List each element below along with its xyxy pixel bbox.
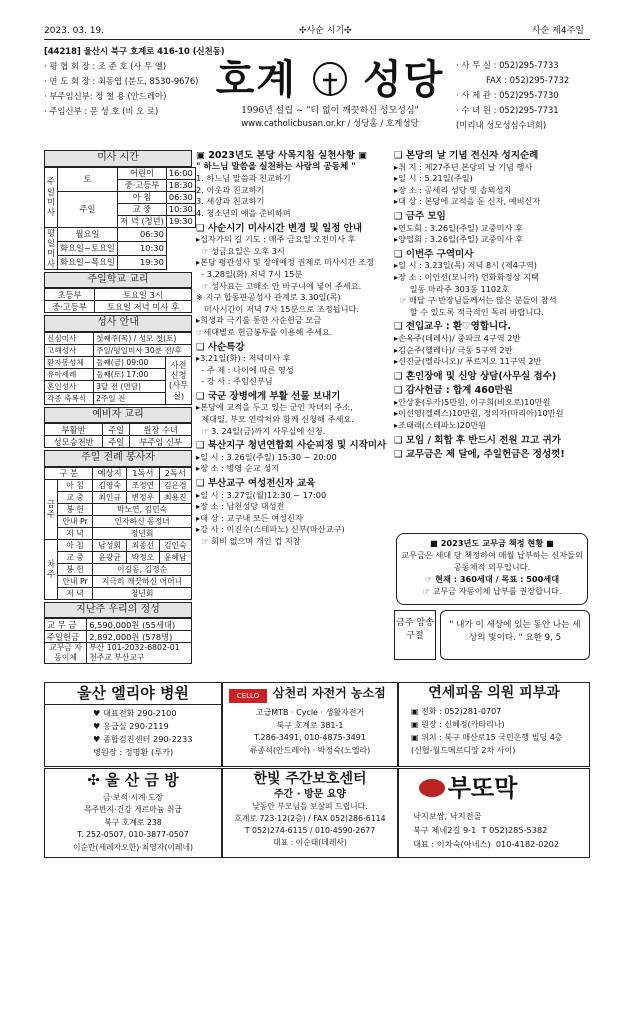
finance-cell: 주일헌금 [45,631,87,643]
finance-title: 지난주 우리의 정성 [44,602,192,619]
power-off-notice: ❑ 모임 / 회합 후 반드시 전원 끄고 귀가 [394,434,561,446]
newcomers-heading: ❑ 전입교우 : 환♡영합니다. [394,321,511,333]
catechism-table [44,423,192,448]
pilgrimage-item: ▸대 상 : 본당에 교적을 둔 신자, 예비신자 [394,196,541,207]
servers-cell: 김영숙 [93,479,127,491]
servers-cell: 최용진 [159,491,191,503]
servers-cell: 안내 Pr [58,515,93,527]
sacrament-cell: 주일/평일미사 30분 전/후 [94,344,192,356]
servers-row [45,563,192,575]
ad6-line: 대표 : 이차숙(아네스) 010-4182-0202 [413,839,560,849]
catechism-title: 예비자 교리 [44,407,192,424]
catechism-cell: 원장 수녀 [130,424,192,436]
ad5-line: 호계로 723-12(2층) / FAX 052)286-6114 [234,814,386,823]
newcomer-item: ▸신진균(멜라니오)/ 푸르지오 11구역 2반 [394,356,542,367]
servers-cell: 봉 헌 [58,503,93,515]
servers-group-label: 금주 [45,479,58,539]
weekly-verse [394,610,590,660]
ad6-line: 낙지보쌈, 낙지전골 [413,811,482,821]
servers-title: 주일 전례 봉사자 [44,450,192,467]
dues-box-current: ☞ 현재 : 360세대 / 목표 : 500세대 [424,574,560,584]
dues-box-title: ■ 2023년도 교무금 책정 현황 ■ [430,538,554,548]
meetings-list [394,223,590,246]
mass-cell: 주일 [58,191,118,227]
district-mass-item: ☞ 매달 구·반장님들께서는 많은 분들이 참석 [394,295,557,306]
guideline-item: 2. 이웃과 친교하기 [196,184,265,195]
account-label: 교무금 자동이체 [45,643,87,663]
district-mass-item: ▸일 시 : 3.23일(목) 저녁 8시 (제4구역) [394,260,538,271]
thanks-offering-heading: ❑ 감사헌금 : 합계 460만원 [394,385,513,397]
newcomers-list [394,333,590,368]
dues-box-auto: ☞ 교무금 자동이체 납부를 권장합니다. [422,586,562,596]
sacrament-cell: 2주일 전 [94,392,166,404]
school-cell: 중·고등부 [45,301,95,313]
lent-schedule-item: ▸희생과 극기를 통한 사순헌금 모금 [196,315,322,326]
servers-row [45,539,192,551]
ad1-line: ♥ 대표전화 290-2100 [93,707,177,718]
mass-row [45,167,196,179]
verse-text: " 내가 이 세상에 있는 동안 나는 세상의 빛이다. " 요한 9, 5 [440,610,590,660]
finance-cell: 6,590,000원 (55세대) [87,619,192,631]
left-column [44,150,192,664]
fax: FAX : 052)295-7732 [486,75,570,85]
school-row [45,301,192,313]
ad4-line: 금·보석·시계·도장 [102,792,164,802]
servers-cell: 윤혜남 [159,551,191,563]
ad5-title: 한빛 주간보호센터 [253,771,367,787]
ad4-line: 목주반지·건강 게르마늄 취급 [84,805,182,815]
ad2-lines [223,707,397,757]
week-label: 사순 제4주일 [531,26,584,36]
thanks-offering-list [394,397,590,432]
catechism-cell: 주일 [103,424,130,436]
soldier-gift-item: ☞ 3. 24일(금)까지 사무실에 신청. [196,425,326,436]
mass-row [45,191,196,203]
council-president: · 평 협 회 장 : 조 준 호 (사 무 엘) [44,61,167,71]
servers-row [45,479,192,491]
ad2-title: 삼천리 자전거 농소점 [273,686,386,700]
thanks-offering-item: ▸이선영(젤렉스)10만원, 정의자(마리아)10만원 [394,408,564,419]
pastor: · 주임신부 : 문 성 호 (비 오 로) [44,106,159,116]
meeting-item: ▸양업회 : 3.26일(주일) 교중미사 후 [394,234,523,245]
women-education-item: ▸일 시 : 3.27일(월)12:30 ~ 17:00 [196,489,327,500]
women-education-item: ☞ 회비 없으며 개인 컵 지참 [196,536,301,546]
district-mass-item: 할 수 있도록 적극적인 독려 바랍니다. [394,306,544,317]
ad1-title: 울산 엘리야 병원 [45,683,221,705]
mass-cell: 월요일 [58,227,118,241]
guideline-item: 4. 청소년의 얘을 준비하며 [196,207,291,218]
servers-table [44,467,192,600]
newcomer-item: ▸손옥주(데레사)/ 중파크 4구역 2반 [394,332,521,343]
mass-cell: 화요일~목요일 [58,255,118,269]
guideline-heading: ▣ 2023년도 본당 사목지침 실천사항 ▣ [196,150,368,161]
pilgrimage-list [394,162,590,208]
mass-times-table [44,167,196,270]
school-table [44,288,192,313]
catechism-row [45,424,192,436]
guideline-item: 1. 하느님 말씀과 친교하기 [196,173,291,184]
catechism-cell: 부주임 신부 [130,436,192,448]
account-number: 부산 101-2032-6802-01 천주교 부산교구 [87,643,192,663]
sacrament-cell: 둘째(금) 09:00 [94,356,166,368]
youth-retreat-list [196,452,390,475]
servers-cell: 청년회 [93,587,192,599]
district-mass-list [394,260,590,318]
counseling-heading: ❑ 혼인장애 및 신앙 상담(사무실 접수) [394,370,557,382]
season-title: ✣사순 시기✣ [299,26,352,36]
sacrament-row [45,332,192,344]
mass-row [45,227,196,241]
school-cell: 토요일 저녁 미사 후 [94,301,191,313]
ad3-line: ▣ 위치 : 북구 매산로15 국민은행 빌딩 4층 [411,732,563,742]
servers-row [45,515,192,527]
ad4-title: ✣ 울 산 금 방 [87,771,179,789]
servers-cell: 교 중 [58,491,93,503]
servers-cell: 봉 헌 [58,563,93,575]
dues-box-text: 교무금은 세대 당 책정하여 매월 납부하는 신자들의 공동체적 의무입니다. [401,550,583,572]
mass-cell: 저 녁 (청년) [118,215,167,227]
masthead [208,58,452,130]
header-bar [44,26,584,38]
parish-info-right [456,58,596,133]
servers-cell: 저 녁 [58,527,93,539]
sacrament-cell: 고해성사 [45,344,94,356]
servers-cell: 변정우 [127,491,159,503]
servers-cell: 최인규 [93,491,127,503]
mass-cell: 10:30 [166,203,195,215]
mass-times-title: 미사 시간 [44,150,192,167]
servers-cell: 최종선 [127,539,159,551]
district-mass-item: ▸장 소 : 이인선(모니카) 언화화정상 지택 [394,271,539,282]
title-left: 호계 [215,56,298,103]
pilgrimage-item: ▸취 지 : 제27주년 본당의 날 기념 행사 [394,161,533,172]
finance-cell: 2,892,000원 (578명) [87,631,192,643]
thanks-offering-item: ▸안상훈(루카)5만원, 이구희(비오로)10만원 [394,396,551,407]
dues-notice: ❑ 교무금은 제 달에, 주일헌금은 정성껏! [394,449,565,461]
mass-cell: 06:30 [118,227,167,241]
women-education-item: ▸강 사 : 이진수(스테파노) 신부(마산교구) [196,524,345,535]
sacrament-cell: 신심미사 [45,332,94,344]
thanks-offering-item: ▸조태래(스테파노)20만원 [394,420,487,431]
sacrament-cell: 환자봉성체 [45,356,94,368]
women-education-item: ▸대 상 : 교구내 모든 여성신자 [196,512,303,523]
sacrament-cell: 유아세례 [45,368,94,380]
lent-schedule-heading: ❑ 사순시기 미사시간 변경 및 일정 안내 [196,222,363,234]
ad5-lines [223,801,397,849]
servers-head [45,467,192,479]
sacrament-cell: 각종 축복식 [45,392,94,404]
school-title: 주일학교 교리 [44,272,192,289]
ad2-line: 고급MTB · Cycle · 생활자전거 [255,708,365,717]
convent-phone: · 수 녀 원 : 052)295-7731 [456,105,559,115]
mass-row [45,241,196,255]
lent-schedule-item: ☞세대별로 헌금봉투를 이용해 주세요. [196,326,333,337]
district-mass-heading: ❑ 이번주 구역미사 [394,248,474,260]
servers-cell: 이길동, 김정순 [93,563,192,575]
guideline-item: 3. 세상과 친교하기 [196,196,265,207]
ad3-lines [399,705,589,757]
school-cell: 토요일 3시 [94,289,191,301]
servers-cell: 김은경 [159,479,191,491]
rectory-phone: · 사 제 관 : 052)295-7730 [456,90,559,100]
servers-cell: 안내 Pr [58,575,93,587]
mass-cell: 중·고등부 [118,179,167,191]
pilgrimage-heading: ❑ 본당의 날 기념 전신자 성지순례 [394,150,539,161]
servers-cell: 저 녁 [58,587,93,599]
sacrament-row [45,356,192,368]
ad6-title: 부또막 [447,774,518,802]
address: [44218] 울산시 북구 호계로 416-10 (신천동) [44,46,225,56]
servers-row [45,575,192,587]
ad5-subtitle: 주간 · 방문 요양 [273,788,347,800]
ad-yonsei-clinic [398,682,590,767]
right-news-column [394,150,590,530]
mass-cell: 토 [58,167,118,191]
meetings-heading: ❑ 금주 모임 [394,210,446,222]
verse-label: 금주 암송 구절 [394,610,436,660]
pilgrimage-item: ▸일 시 : 5.21일(주일) [394,173,473,184]
ad-samchully-bicycle [222,682,398,767]
ad-elijah-hospital [44,682,222,767]
finance-cell: 교 무 금 [45,619,87,631]
mass-cell: 화요일~토요일 [58,241,118,255]
youth-retreat-item: ▸장 소 : 병영 순교 성지 [196,463,280,474]
sacrament-cell: 둘째(토) 17:00 [94,368,166,380]
parish-logo-icon [313,62,347,96]
mass-cell: 19:30 [118,255,167,269]
youth-retreat-heading: ❑ 북산지구 청년연합회 사순피정 및 시작미사 [196,440,387,452]
assistant-priest: · 부주임신부: 정 철 용 (안드레아) [44,91,167,101]
ad6-line: 북구 제네2길 9-1 T 052)285-5382 [413,825,548,835]
ad1-line: ♥ 종합검진센터 290-2233 [93,733,193,744]
ad5-line: 낮동안 부모님을 보살펴 드립니다. [252,802,368,811]
lent-schedule-item: ▸십자가의 길 기도 : 매주 금요일 오전미사 후 [196,234,356,245]
mass-row [45,255,196,269]
servers-row [45,503,192,515]
servers-cell: 윤광균 [93,551,127,563]
finance-table [44,618,192,663]
servers-row [45,587,192,599]
servers-row [45,527,192,539]
ad5-line: 대표 : 이순태(데레사) [273,838,347,847]
lent-lecture-item: - 주 제 : 나이에 따른 영성 [196,364,294,375]
lent-schedule-item: ☞ 성금요일은 오후 3시 [196,245,285,256]
ad1-line: 병원장 : 정명환 (루카) [93,746,174,757]
office-phone: · 사 무 실 : 052)295-7733 [456,60,559,70]
lent-lecture-heading: ❑ 사순특강 [196,341,245,353]
mass-cell: 16:00 [166,167,195,179]
issue-date: 2023. 03. 19. [44,26,105,36]
ad6-lines [399,809,589,851]
soldier-gift-item: ▸본당에 교적을 두고 있는 군인 자녀의 주소, [196,402,353,413]
soldier-gift-item: 제대일, 부모 연락처와 함께 신청해 주세요. [196,414,354,425]
servers-cell: 박노연, 김민숙 [93,503,192,515]
catechism-cell: 주일 [103,436,130,448]
guideline-list [196,173,390,219]
ad1-lines [45,705,221,759]
servers-row [45,491,192,503]
servers-row [45,551,192,563]
ad-hanbit-daycare [222,768,398,858]
youth-retreat-item: ▸일 시 : 3.26일(주일) 15:30 ~ 20:00 [196,451,337,462]
middle-news-column [196,150,390,678]
ad3-line: (신협-월드메르디앙 2차 사이) [411,745,516,755]
mass-cell: 교 중 [118,203,167,215]
ad4-line: 북구 호계로 238 [104,817,162,827]
women-education-heading: ❑ 부산교구 여성전신자 교육 [196,478,316,490]
mass-cell: 06:30 [166,191,195,203]
mass-cell: 평일미사 [45,227,58,269]
servers-head-cell: 예상지 [93,467,127,479]
ad2-line: 류종석(안드레아) · 박정숙(노엘라) [249,745,371,755]
servers-head-cell: 1독서 [127,467,159,479]
servers-cell: 교 중 [58,551,93,563]
ward-president: · 연 도 회 장 : 최동엽 (분도, 8530-9676) [44,76,199,86]
servers-cell: 남성회 [93,539,127,551]
ad2-line: 북구 호계로 381-1 [276,720,344,730]
ad2-line: T.286-3491, 010-4875-3491 [254,733,366,742]
catechism-row [45,436,192,448]
servers-cell: 아 침 [58,539,93,551]
lent-schedule-item: ☞ 성사표는 고해소 안 바구니에 넣어 주세요. [196,280,362,291]
convent-note: (미리내 성모성심수녀회) [456,120,547,130]
lent-schedule-list [196,234,390,338]
servers-group-label: 차주 [45,539,58,599]
lent-lecture-list [196,353,390,388]
mass-cell: 18:30 [166,179,195,191]
servers-cell: 김인숙 [159,539,191,551]
sacrament-side: 사전 신청 (사무실) [166,356,192,404]
meeting-item: ▸연도회 : 3.26일(주일) 교중미사 후 [394,222,523,233]
sacrament-cell: 첫째주(목) / 성모 첫(토) [94,332,192,344]
lent-lecture-item: ▸3.21일(화) : 저녁미사 후 [196,353,291,364]
sacrament-cell: 3달 전 (면담) [94,380,166,392]
mass-cell: 어린이 [118,167,167,179]
finance-row [45,631,192,643]
servers-head-cell: 2독서 [159,467,191,479]
lent-schedule-item: ▸본당 평관성사 및 장애예정 권제로 미사시간 조정 [196,257,374,268]
catechism-cell: 부활반 [45,424,103,436]
school-row [45,289,192,301]
ad3-line: ▣ 원장 : 신혜정(카타리나) [411,719,505,729]
catechism-cell: 성모승천반 [45,436,103,448]
pilgrimage-item: ▸장 소 : 공세리 성당 및 솔뫼성지 [394,184,512,195]
ad3-title: 연세피움 의원 피부과 [428,685,560,701]
servers-cell: 박정오 [127,551,159,563]
servers-cell: 조정연 [127,479,159,491]
sacrament-cell: 혼인성사 [45,380,94,392]
ad4-line: 이순만(세레자오한)·최영자(이레네) [72,842,194,852]
servers-head-cell: 구 분 [45,467,93,479]
lent-schedule-item: 미사시간이 저녁 7시 15분으로 조정됩니다. [196,303,359,314]
district-mass-item: 일동 마라주 303동 1102호 [394,283,510,294]
ad3-line: ▣ 전화 : 052)281-0707 [411,706,502,716]
ad1-line: ♥ 응급실 290-2119 [93,720,169,731]
women-education-item: ▸장 소 : 남천성당 대성전 [196,501,285,512]
mass-cell: 아 침 [118,191,167,203]
website: www.catholicbusan.or.kr / 성당홈 / 호계성당 [241,119,419,130]
servers-cell: 아 침 [58,479,93,491]
servers-cell: 정년회 [93,527,192,539]
dues-status-box [396,533,588,605]
school-cell: 초등부 [45,289,95,301]
ad4-line: T. 252-0507, 010-3877-0507 [77,830,189,840]
lent-schedule-item: ※ 지구 합동판공성사 관계로 3.30일(목) [196,292,341,303]
sacrament-table [44,332,192,405]
restaurant-logo-icon [419,779,445,797]
soldier-gift-heading: ❑ 국군 장병에게 부활 선물 보내기 [196,390,341,402]
soldier-gift-list [196,402,390,437]
servers-cell: 지극히 깨끗하신 어머니 [93,575,192,587]
lent-lecture-item: - 강 사 : 주임신부님 [196,376,273,387]
title-right: 성당 [362,56,445,103]
newcomer-item: ▸김순주(헬레나)/ 극동 5구역 2반 [394,344,513,355]
sacrament-row [45,344,192,356]
bike-logo-icon: CELLO [229,689,267,703]
ad-budduckmak [398,768,590,858]
finance-row [45,619,192,631]
servers-cell: 인자하신 동정녀 [93,515,192,527]
lent-schedule-item: - 3.28일(화) 저녁 7시 15분 [196,268,303,279]
ad-ulsan-geumbang [44,768,222,858]
finance-account-row [45,643,192,663]
guideline-motto: " 하느님 말씀을 실천하는 사랑의 공동체 " [196,161,356,172]
mass-cell: 주일미사 [45,167,58,227]
tagline: 1996년 설립 ~ "티 없이 깨끗하신 성모성심" [241,106,419,116]
ad4-lines [45,792,221,855]
ad5-line: T 052)274-6115 / 010-4590-2677 [244,826,376,835]
women-education-list [196,490,390,548]
header-rule [44,39,590,40]
mass-cell: 19:30 [166,215,195,227]
mass-cell: 10:30 [118,241,167,255]
sacrament-title: 성사 안내 [44,315,192,332]
